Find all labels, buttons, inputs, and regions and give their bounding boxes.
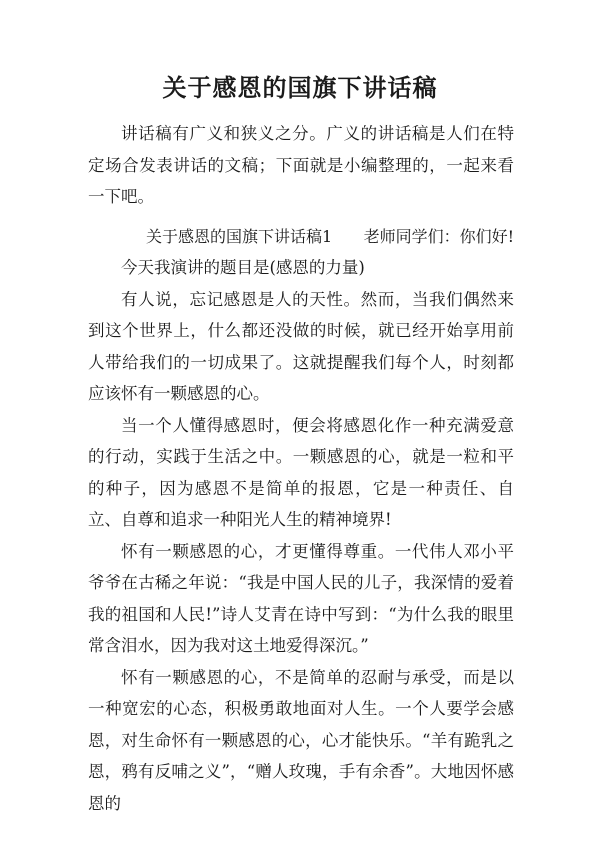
speech-heading: 关于感恩的国旗下讲话稿1 [146, 226, 333, 246]
paragraph-topic: 今天我演讲的题目是(感恩的力量) [121, 258, 365, 277]
paragraph-4: 怀有一颗感恩的心，不是简单的忍耐与承受，而是以一种宽宏的心态，积极勇敢地面对人生。一个人要学会感恩，对生命怀有一颗感恩的心，心才能快乐。“羊有跪乳之恩，鸦有反哺之义”，“赠人玫瑰，手有余香”。大地因怀感恩的 [88, 667, 514, 813]
document-body [88, 118, 514, 819]
paragraph-1: 有人说，忘记感恩是人的天性。然而，当我们偶然来到这个世界上，什么都还没做的时候，就已经开始享用前人带给我们的一切成果了。这就提醒我们每个人，时刻都应该怀有一颗感恩的心。 [88, 289, 514, 403]
paragraph-3: 怀有一颗感恩的心，才更懂得尊重。一代伟人邓小平爷爷在古稀之年说：“我是中国人民的儿子，我深情的爱着我的祖国和人民!”诗人艾青在诗中写到：“为什么我的眼里常含泪水，因为我对这土地爱得深沉。” [88, 541, 514, 655]
paragraph-2: 当一个人懂得感恩时，便会将感恩化作一种充满爱意的行动，实践于生活之中。一颗感恩的心，就是一粒和平的种子，因为感恩不是简单的报恩，它是一种责任、自立、自尊和追求一种阳光人生的精神境界! [88, 415, 514, 529]
speech-heading-line [88, 221, 514, 253]
speech-greeting: 老师同学们：你们好! [363, 226, 514, 246]
document-title: 关于感恩的国旗下讲话稿 [162, 73, 438, 102]
intro-paragraph: 讲话稿有广义和狭义之分。广义的讲话稿是人们在特定场合发表讲话的文稿；下面就是小编整理的，一起来看一下吧。 [88, 124, 514, 206]
